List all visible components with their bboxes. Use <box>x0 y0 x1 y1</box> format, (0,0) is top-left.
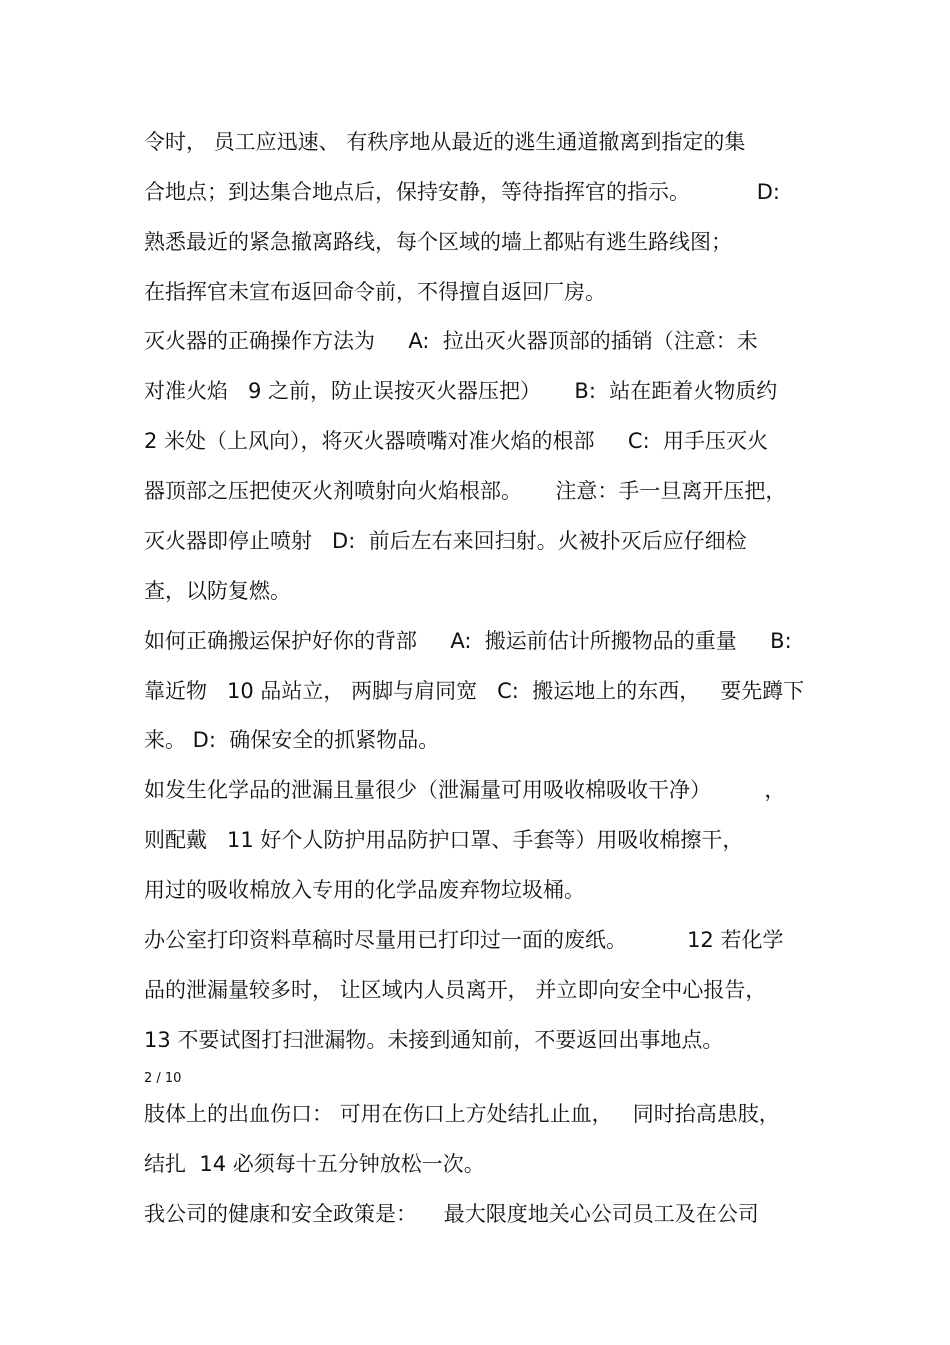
text-line: 灭火器的正确操作方法为 A: 拉出灭火器顶部的插销（注意：未 <box>144 329 758 353</box>
text-line: 查，以防复燃。 <box>144 579 291 603</box>
text-line: 我公司的健康和安全政策是： 最大限度地关心公司员工及在公司 <box>144 1202 759 1226</box>
text-line: 靠近物 10 品站立， 两脚与肩同宽 C: 搬运地上的东西， 要先蹲下 <box>144 679 805 703</box>
text-line: 令时， 员工应迅速、 有秩序地从最近的逃生通道撤离到指定的集 <box>144 130 746 154</box>
text-line: 器顶部之压把使灭火剂喷射向火焰根部。 注意：手一旦离开压把， <box>144 479 787 503</box>
text-line: 则配戴 11 好个人防护用品防护口罩、手套等）用吸收棉擦干， <box>144 828 744 852</box>
text-line: 如何正确搬运保护好你的背部 A: 搬运前估计所搬物品的重量 B: <box>144 629 792 653</box>
text-line: 肢体上的出血伤口： 可用在伤口上方处结扎止血， 同时抬高患肢， <box>144 1102 780 1126</box>
text-line: 品的泄漏量较多时， 让区域内人员离开， 并立即向安全中心报告， <box>144 978 767 1002</box>
text-line: 结扎 14 必须每十五分钟放松一次。 <box>144 1152 485 1176</box>
text-line: 对准火焰 9 之前，防止误按灭火器压把） B: 站在距着火物质约 <box>144 379 778 403</box>
text-line: 灭火器即停止喷射 D: 前后左右来回扫射。火被扑灭后应仔细检 <box>144 529 747 553</box>
text-line: 熟悉最近的紧急撤离路线，每个区域的墙上都贴有逃生路线图； <box>144 230 732 254</box>
text-line: 用过的吸收棉放入专用的化学品废弃物垃圾桶。 <box>144 878 585 902</box>
text-line: 13 不要试图打扫泄漏物。未接到通知前，不要返回出事地点。 <box>144 1028 724 1052</box>
text-line: 2 米处（上风向），将灭火器喷嘴对准火焰的根部 C: 用手压灭火 <box>144 429 768 453</box>
text-line: 在指挥官未宣布返回命令前，不得擅自返回厂房。 <box>144 280 606 304</box>
text-line: 如发生化学品的泄漏且量很少（泄漏量可用吸收棉吸收干净） ， <box>144 778 786 802</box>
text-line: 办公室打印资料草稿时尽量用已打印过一面的废纸。 12 若化学 <box>144 928 784 952</box>
text-line: 合地点；到达集合地点后，保持安静，等待指挥官的指示。 D: <box>144 180 780 204</box>
text-line: 来。 D: 确保安全的抓紧物品。 <box>144 728 440 752</box>
page-number: 2 / 10 <box>144 1071 182 1086</box>
